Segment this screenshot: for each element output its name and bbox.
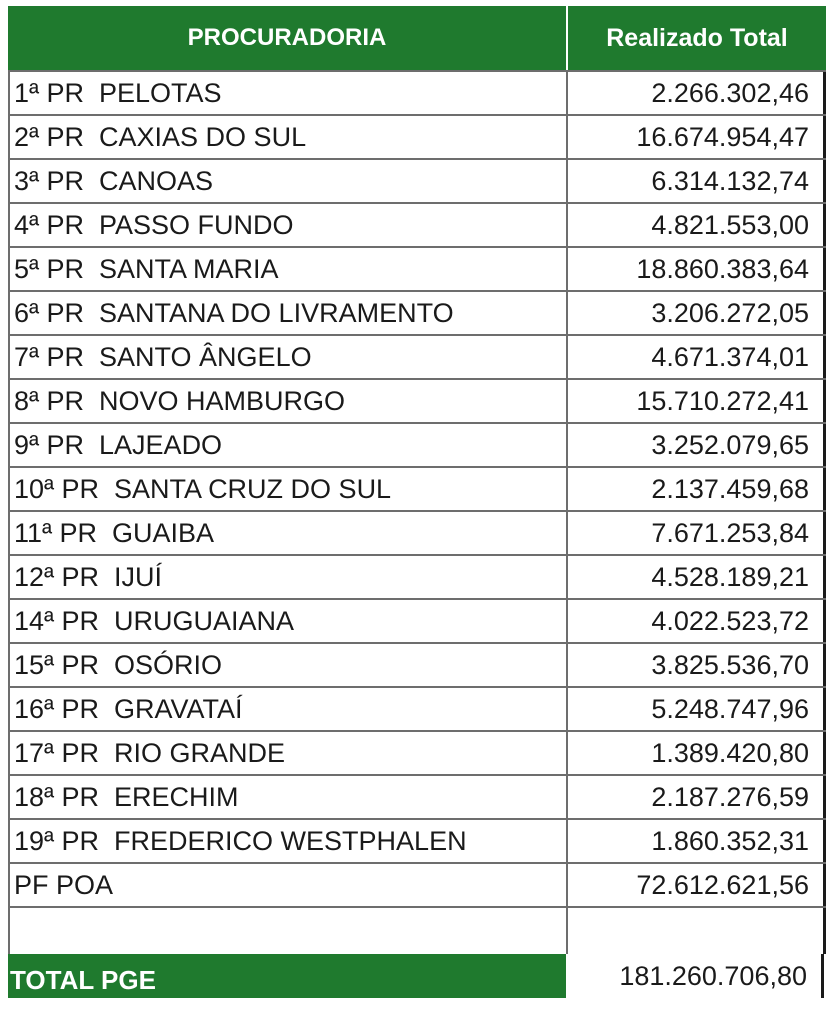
procuradoria-table xyxy=(8,6,826,998)
row-value: 3.206.272,05 xyxy=(568,292,826,334)
blank-cell xyxy=(568,908,826,954)
table-row xyxy=(10,864,826,908)
row-value: 3.825.536,70 xyxy=(568,644,826,686)
table-header xyxy=(8,6,826,70)
table-row xyxy=(10,732,826,776)
row-name: 3ª PR CANOAS xyxy=(10,160,568,202)
table-row xyxy=(10,600,826,644)
row-value: 3.252.079,65 xyxy=(568,424,826,466)
row-name: 16ª PR GRAVATAÍ xyxy=(10,688,568,730)
row-name: 7ª PR SANTO ÂNGELO xyxy=(10,336,568,378)
row-value: 16.674.954,47 xyxy=(568,116,826,158)
row-name: 15ª PR OSÓRIO xyxy=(10,644,568,686)
row-value: 4.821.553,00 xyxy=(568,204,826,246)
row-name: 14ª PR URUGUAIANA xyxy=(10,600,568,642)
table-row xyxy=(10,556,826,600)
row-name: 18ª PR ERECHIM xyxy=(10,776,568,818)
table-row xyxy=(10,644,826,688)
row-value: 5.248.747,96 xyxy=(568,688,826,730)
row-name: 11ª PR GUAIBA xyxy=(10,512,568,554)
row-name: 12ª PR IJUÍ xyxy=(10,556,568,598)
row-name: 10ª PR SANTA CRUZ DO SUL xyxy=(10,468,568,510)
table-row xyxy=(10,292,826,336)
table-row xyxy=(10,688,826,732)
row-value: 2.137.459,68 xyxy=(568,468,826,510)
blank-row xyxy=(10,908,826,954)
table-row xyxy=(10,204,826,248)
table-row xyxy=(10,468,826,512)
row-name: PF POA xyxy=(10,864,568,906)
table-row xyxy=(10,116,826,160)
row-name: 2ª PR CAXIAS DO SUL xyxy=(10,116,568,158)
row-name: 8ª PR NOVO HAMBURGO xyxy=(10,380,568,422)
row-value: 18.860.383,64 xyxy=(568,248,826,290)
table-row xyxy=(10,336,826,380)
row-value: 72.612.621,56 xyxy=(568,864,826,906)
table-body xyxy=(8,70,826,954)
table-row xyxy=(10,380,826,424)
row-name: 17ª PR RIO GRANDE xyxy=(10,732,568,774)
row-name: 1ª PR PELOTAS xyxy=(10,72,568,114)
blank-cell xyxy=(10,908,568,954)
table-row xyxy=(10,424,826,468)
row-value: 2.187.276,59 xyxy=(568,776,826,818)
row-name: 6ª PR SANTANA DO LIVRAMENTO xyxy=(10,292,568,334)
row-value: 15.710.272,41 xyxy=(568,380,826,422)
row-value: 6.314.132,74 xyxy=(568,160,826,202)
row-name: 9ª PR LAJEADO xyxy=(10,424,568,466)
total-value: 181.260.706,80 xyxy=(566,954,824,998)
header-procuradoria: PROCURADORIA xyxy=(8,6,568,70)
row-name: 4ª PR PASSO FUNDO xyxy=(10,204,568,246)
table-row xyxy=(10,248,826,292)
table-row xyxy=(10,512,826,556)
row-value: 4.671.374,01 xyxy=(568,336,826,378)
row-value: 7.671.253,84 xyxy=(568,512,826,554)
row-value: 2.266.302,46 xyxy=(568,72,826,114)
table-row xyxy=(10,776,826,820)
row-name: 19ª PR FREDERICO WESTPHALEN xyxy=(10,820,568,862)
total-row xyxy=(8,954,826,998)
row-name: 5ª PR SANTA MARIA xyxy=(10,248,568,290)
table-row xyxy=(10,820,826,864)
header-realizado-total: Realizado Total xyxy=(568,6,826,70)
total-label: TOTAL PGE xyxy=(8,954,566,998)
row-value: 1.860.352,31 xyxy=(568,820,826,862)
table-row xyxy=(10,72,826,116)
row-value: 1.389.420,80 xyxy=(568,732,826,774)
row-value: 4.022.523,72 xyxy=(568,600,826,642)
row-value: 4.528.189,21 xyxy=(568,556,826,598)
table-row xyxy=(10,160,826,204)
